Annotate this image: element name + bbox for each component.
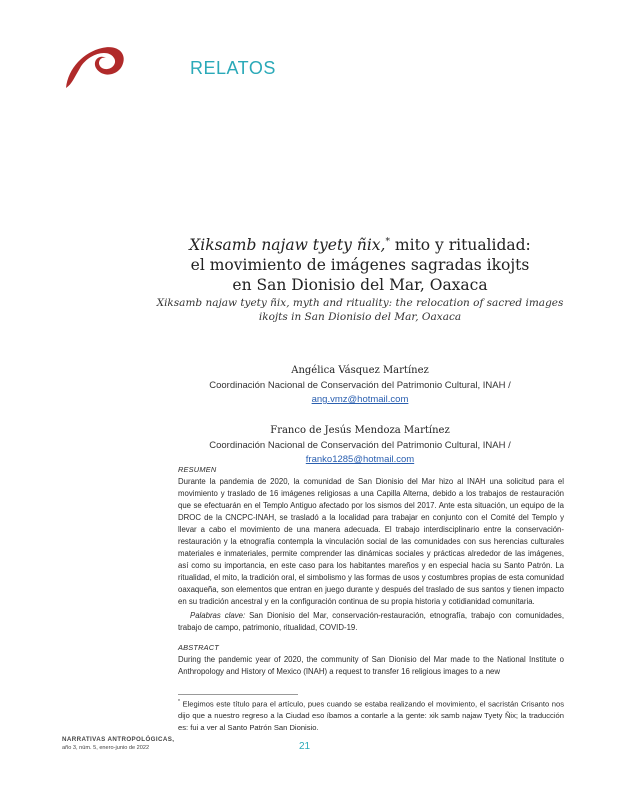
title-line1-rest: mito y ritualidad: (389, 236, 531, 255)
keywords-line (178, 610, 564, 634)
author-name: Franco de Jesús Mendoza Martínez (270, 425, 450, 436)
title-line3: en San Dionisio del Mar, Oaxaca (232, 276, 488, 295)
article-title-block (150, 232, 570, 324)
journal-logo (62, 38, 130, 90)
keywords-text: San Dionisio del Mar, conservación-restauración, etnografía, trabajo con comunidades, trabajo de campo, patrimonio, ritualidad, COVID-19. (178, 611, 564, 632)
subtitle-line1: Xiksamb najaw tyety ñix, myth and rituality: the relocation of sacred images (156, 297, 564, 310)
author-affiliation: Coordinación Nacional de Conservación del Patrimonio Cultural, INAH / (209, 440, 511, 451)
abstract-section (178, 642, 564, 678)
section-heading: RELATOS (190, 58, 276, 78)
footnote-divider (178, 694, 298, 695)
resumen-section (178, 464, 564, 634)
abstract-text: During the pandemic year of 2020, the community of San Dionisio del Mar made to the National Institute o Anthropology and History of Mexico (INAH) a request to transfer 16 religious images to a new (178, 655, 564, 676)
resumen-text: Durante la pandemia de 2020, la comunidad de San Dionisio del Mar hizo al INAH una solicitud para el movimiento y traslado de 16 imágenes religiosas a una Capilla Alterna, debido a los trabajos de restauración que se efectuarán en el Templo Antiguo afectado por los sismos del 2017. Ante esta situación, un equipo de la DROC de la CNCPC-INAH, se trasladó a la localidad para trabajar en conjunto con el Comité del Templo y llevar a cabo el movimiento de una manera adecuada. El trabajo interdisciplinario entre la conservación-restauración y la etnografía contempla la vinculación social de las comunidades con sus herencias culturales materiales e inmateriales, permite comprender las dinámicas sociales y prácticas alrededor de las imágenes, así como su importancia, en este caso para los habitantes mareños y en especial hacia su Santo Patrón. La ritualidad, el mito, la tradición oral, el simbolismo y las formas de usos y costumbres propias de esta comunidad oaxaqueña, son elementos que entran en juego durante y después del traslado de sus santos y tienen impacto en su tradición ancestral y en la configuración continua de su propia historia y cotidianidad comunitaria. (178, 477, 564, 606)
resumen-heading: RESUMEN (178, 465, 217, 474)
article-subtitle-en (150, 296, 570, 324)
title-footnote-marker[interactable]: * (385, 237, 390, 247)
article-title (150, 232, 570, 295)
journal-issue: año 3, núm. 5, enero-junio de 2022 (62, 745, 150, 751)
author-email-link[interactable]: franko1285@hotmail.com (305, 454, 415, 465)
journal-info (62, 736, 174, 751)
abstract-heading: ABSTRACT (178, 643, 220, 652)
author-affiliation: Coordinación Nacional de Conservación del Patrimonio Cultural, INAH / (209, 380, 511, 391)
title-line2: el movimiento de imágenes sagradas ikojts (190, 256, 530, 275)
journal-name: NARRATIVAS ANTROPOLÓGICAS, (62, 736, 175, 743)
keywords-label: Palabras clave: (190, 611, 246, 620)
subtitle-line2: ikojts in San Dionisio del Mar, Oaxaca (258, 311, 462, 324)
author-email-link[interactable]: ang.vmz@hotmail.com (311, 394, 409, 405)
author-block-1 (150, 365, 570, 405)
footnote (178, 697, 564, 733)
author-name: Angélica Vásquez Martínez (291, 365, 429, 376)
footnote-marker: * (178, 699, 180, 705)
title-lead: Xiksamb najaw tyety ñix, (189, 236, 386, 255)
footnote-text: Elegimos este título para el artículo, pues cuando se estaba realizando el movimiento, el sacristán Crisanto nos dijo que a nuestro regreso a la Ciudad eso íbamos a contarle a la gente: xik samb najaw Tyety Ñix; la traducción es: fui a ver al Santo Patrón San Dionisio. (178, 699, 564, 732)
author-block-2 (150, 425, 570, 465)
logo-shape (66, 47, 124, 88)
page-number: 21 (299, 741, 311, 752)
